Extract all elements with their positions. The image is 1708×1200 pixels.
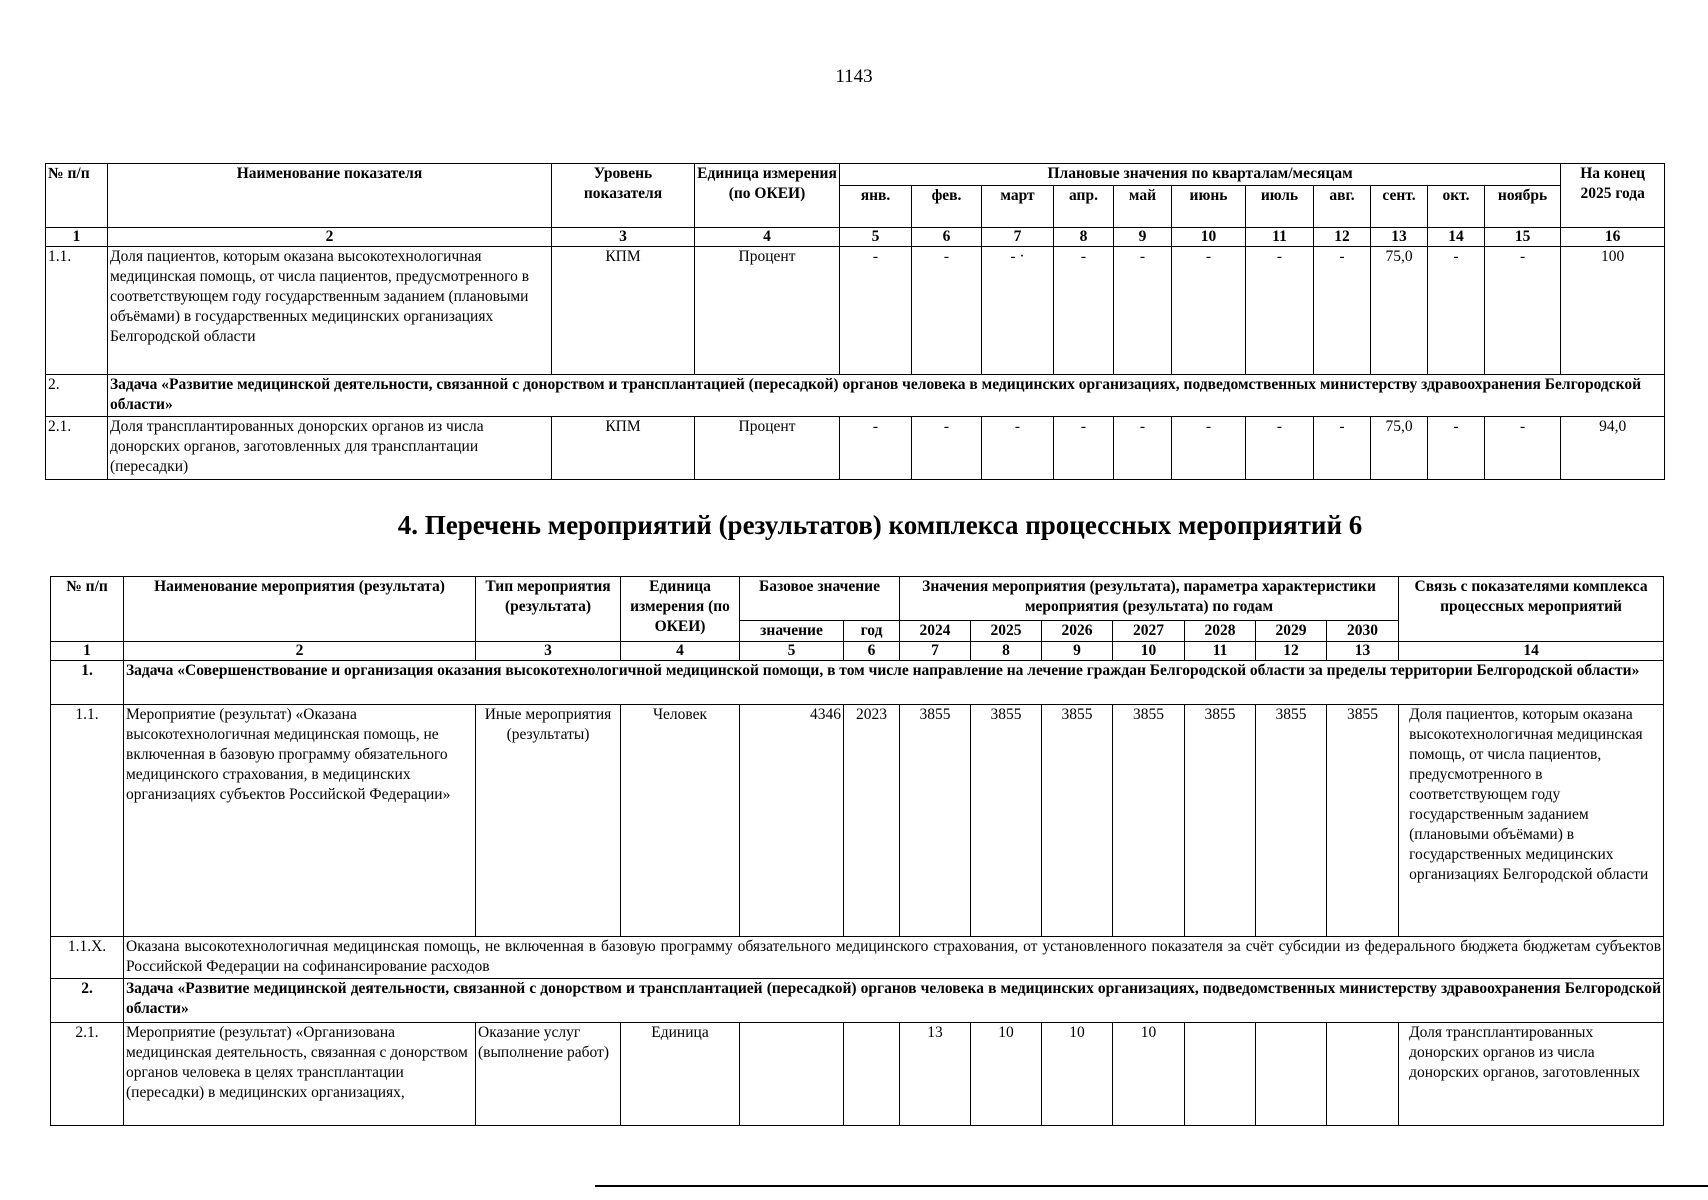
month-value: - [982,417,1054,480]
task-text: Задача «Совершенствование и организация оказания высокотехнологичной медицинской помощи, в том числе направление на лечение граждан Белгородской области за пределы территории Белгородской области» [124,661,1664,705]
column-number: 8 [971,642,1042,661]
row-num: 1.1.Х. [51,937,124,979]
row-num: 2.1. [46,417,108,480]
header-year: 2027 [1113,621,1185,642]
indicator-unit: Процент [695,247,840,375]
column-number: 2 [108,228,552,247]
month-value: - [912,247,982,375]
column-number: 11 [1246,228,1314,247]
month-value: - [1246,247,1314,375]
year-value: 3855 [1042,705,1113,937]
header-month: апр. [1054,186,1114,228]
column-number-row [51,642,1664,661]
task-row [51,979,1664,1023]
footer-divider [595,1185,1708,1187]
header-values: Значения мероприятия (результата), параметра характеристики мероприятия (результата) по годам [900,577,1399,621]
task-row [46,375,1665,417]
header-base-year: год [844,621,900,642]
header-year: 2024 [900,621,971,642]
column-number: 14 [1428,228,1485,247]
indicator-unit: Процент [695,417,840,480]
month-value: 75,0 [1371,417,1428,480]
header-month: сент. [1371,186,1428,228]
header-year: 2026 [1042,621,1113,642]
indicator-row [46,417,1665,480]
month-value: - [1246,417,1314,480]
column-number: 7 [982,228,1054,247]
month-value: - [1054,247,1114,375]
header-month: ноябрь [1485,186,1561,228]
header-link: Связь с показателями комплекса процессных мероприятий [1399,577,1664,642]
result-text: Оказана высокотехнологичная медицинская помощь, не включенная в базовую программу обязательного медицинского страхования, от установленного показателя за счёт субсидии из федерального бюджета бюджетам субъектов Российской Федерации на софинансирование расходов [124,937,1664,979]
header-month: янв. [840,186,912,228]
header-name: Наименование мероприятия (результата) [124,577,476,642]
month-value: - [1114,417,1172,480]
header-unit: Единица измерения (по ОКЕИ) [695,164,840,228]
activity-unit: Человек [621,705,740,937]
indicator-level: КПМ [552,417,695,480]
column-number: 6 [912,228,982,247]
month-value: - [840,247,912,375]
activity-row [51,705,1664,937]
header-month: март [982,186,1054,228]
month-value: - [1485,417,1561,480]
month-value: 75,0 [1371,247,1428,375]
year-value: 10 [1113,1023,1185,1126]
header-planned: Плановые значения по кварталам/месяцам [840,164,1561,186]
month-value: - [840,417,912,480]
month-value: - [1428,247,1485,375]
column-number: 1 [46,228,108,247]
column-number: 4 [621,642,740,661]
column-number: 14 [1399,642,1664,661]
task-row [51,661,1664,705]
activity-unit: Единица [621,1023,740,1126]
activity-type: Иные мероприятия (результаты) [476,705,621,937]
header-num: № п/п [46,164,108,228]
column-number-row [46,228,1665,247]
base-year: 2023 [844,705,900,937]
month-value: - [912,417,982,480]
column-number: 3 [476,642,621,661]
header-month: май [1114,186,1172,228]
header-year: 2025 [971,621,1042,642]
column-number: 8 [1054,228,1114,247]
header-month: июнь [1172,186,1246,228]
year-value: 10 [971,1023,1042,1126]
indicator-plan-table [45,163,1665,480]
header-month: авг. [1314,186,1371,228]
row-num: 2.1. [51,1023,124,1126]
month-value: - [1114,247,1172,375]
base-year [844,1023,900,1126]
month-value: - [1172,417,1246,480]
header-year: 2028 [1185,621,1256,642]
column-number: 12 [1256,642,1327,661]
column-number: 13 [1327,642,1399,661]
header-level: Уровень показателя [552,164,695,228]
linked-indicator: Доля пациентов, которым оказана высокотехнологичная медицинская помощь, от числа пациентов, предусмотренного в соответствующем году государственным заданием (плановыми объёмами) в государственных медицинских организациях Белгородской области [1399,705,1664,937]
year-value [1327,1023,1399,1126]
year-value: 10 [1042,1023,1113,1126]
month-value: - [1054,417,1114,480]
indicator-name: Доля трансплантированных донорских органов из числа донорских органов, заготовленных для трансплантации (пересадки) [108,417,552,480]
indicator-name: Доля пациентов, которым оказана высокотехнологичная медицинская помощь, от числа пациентов, предусмотренного в соответствующем году государственным заданием (плановыми объёмами) в государственных медицинских организациях Белгородской области [108,247,552,375]
header-month: фев. [912,186,982,228]
column-number: 5 [740,642,844,661]
task-text: Задача «Развитие медицинской деятельности, связанной с донорством и трансплантацией (пересадкой) органов человека в медицинских организациях, подведомственных министерству здравоохранения Белгородской области» [124,979,1664,1023]
header-base: Базовое значение [740,577,900,621]
year-value: 3855 [971,705,1042,937]
end-value: 94,0 [1561,417,1665,480]
row-num: 1.1. [51,705,124,937]
column-number: 12 [1314,228,1371,247]
year-value: 3855 [1185,705,1256,937]
year-value: 13 [900,1023,971,1126]
month-value: - · [982,247,1054,375]
column-number: 13 [1371,228,1428,247]
header-month: окт. [1428,186,1485,228]
activity-name: Мероприятие (результат) «Организована медицинская деятельность, связанная с донорством органов человека в целях трансплантации (пересадки) в медицинских организациях, [124,1023,476,1126]
year-value: 3855 [1327,705,1399,937]
month-value: - [1428,417,1485,480]
column-number: 16 [1561,228,1665,247]
header-month: июль [1246,186,1314,228]
base-value: 4346 [740,705,844,937]
section-title: 4. Перечень мероприятий (результатов) комплекса процессных мероприятий 6 [397,510,1363,540]
year-value: 3855 [1256,705,1327,937]
column-number: 3 [552,228,695,247]
page-number: 1143 [835,66,873,87]
row-num: 1. [51,661,124,705]
year-value [1256,1023,1327,1126]
month-value: - [1314,247,1371,375]
header-base-value: значение [740,621,844,642]
column-number: 4 [695,228,840,247]
column-number: 7 [900,642,971,661]
activity-type: Оказание услуг (выполнение работ) [476,1023,621,1126]
row-num: 2. [51,979,124,1023]
row-num: 2. [46,375,108,417]
column-number: 9 [1114,228,1172,247]
header-row [51,577,1664,621]
header-unit: Единица измерения (по ОКЕИ) [621,577,740,642]
indicator-row [46,247,1665,375]
month-value: - [1172,247,1246,375]
header-year: 2030 [1327,621,1399,642]
end-value: 100 [1561,247,1665,375]
column-number: 5 [840,228,912,247]
column-number: 6 [844,642,900,661]
header-name: Наименование показателя [108,164,552,228]
header-num: № п/п [51,577,124,642]
year-value: 3855 [1113,705,1185,937]
activity-name: Мероприятие (результат) «Оказана высокотехнологичная медицинская помощь, не включенная в базовую программу обязательного медицинского страхования, в медицинских организациях субъектов Российской Федерации» [124,705,476,937]
column-number: 1 [51,642,124,661]
column-number: 2 [124,642,476,661]
year-value [1185,1023,1256,1126]
year-value: 3855 [900,705,971,937]
task-text: Задача «Развитие медицинской деятельности, связанной с донорством и трансплантацией (пересадкой) органов человека в медицинских организациях, подведомственных министерству здравоохранения Белгородской области» [108,375,1665,417]
month-value: - [1485,247,1561,375]
column-number: 10 [1113,642,1185,661]
column-number: 10 [1172,228,1246,247]
month-value: - [1314,417,1371,480]
row-num: 1.1. [46,247,108,375]
activities-table [50,576,1664,1126]
column-number: 15 [1485,228,1561,247]
column-number: 11 [1185,642,1256,661]
header-end: На конец 2025 года [1561,164,1665,228]
result-row [51,937,1664,979]
activity-row [51,1023,1664,1126]
base-value [740,1023,844,1126]
header-type: Тип мероприятия (результата) [476,577,621,642]
linked-indicator: Доля трансплантированных донорских органов из числа донорских органов, заготовленных [1399,1023,1664,1126]
header-year: 2029 [1256,621,1327,642]
header-row [46,164,1665,186]
column-number: 9 [1042,642,1113,661]
indicator-level: КПМ [552,247,695,375]
